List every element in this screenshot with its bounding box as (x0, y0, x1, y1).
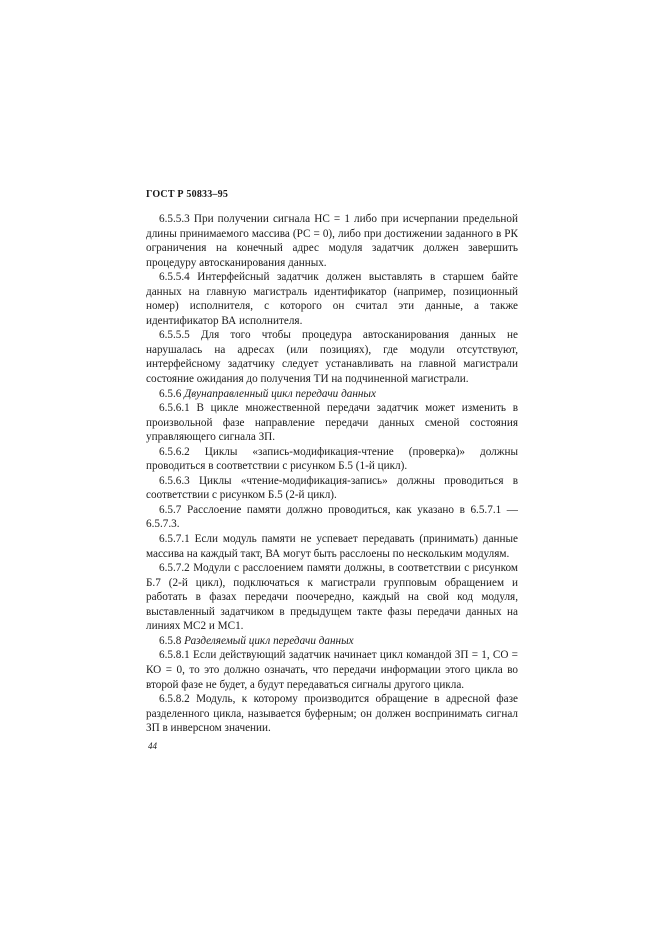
paragraph-6-5-7-2: 6.5.7.2 Модули с расслоением памяти должны, в соответствии с рисунком Б.7 (2-й цикл), подключаться к магистрали групповым обращением и работать в фазах передачи поочередно, каждый на свой код модуля, выставленный задатчиком в предыдущем такте фазы передачи данных на линиях МС2 и МС1. (146, 562, 518, 633)
section-number: 6.5.6 (159, 387, 182, 400)
paragraph-6-5-6-1: 6.5.6.1 В цикле множественной передачи задатчик может изменить в произвольной фазе направление передачи данных сменой состояния управляющего сигнала ЗП. (146, 402, 518, 444)
section-heading-6-5-6 (146, 387, 518, 402)
section-heading-6-5-8 (146, 634, 518, 649)
paragraph-6-5-8-2: 6.5.8.2 Модуль, к которому производится обращение в адресной фазе разделенного цикла, называется буферным; он должен воспринимать сигнал ЗП в инверсном значении. (146, 693, 518, 735)
paragraph-6-5-6-3: 6.5.6.3 Циклы «чтение-модификация-запись» должны проводиться в соответствии с рисунком Б.5 (2-й цикл). (146, 474, 518, 502)
section-title: Двунаправленный цикл передачи данных (184, 387, 376, 400)
section-number: 6.5.8 (159, 634, 182, 647)
paragraph-6-5-8-1: 6.5.8.1 Если действующий задатчик начинает цикл командой ЗП = 1, СО = КО = 0, то это должно означать, что передачи информации этого цикла во второй фазе не будет, а будут передаваться сигналы другого цикла. (146, 649, 518, 691)
paragraph-6-5-5-4: 6.5.5.4 Интерфейсный задатчик должен выставлять в старшем байте данных на главную магистраль идентификатор (например, позиционный номер) исполнителя, с которого он считал эти данные, а также идентификатор ВА исполнителя. (146, 271, 518, 327)
page-number: 44 (148, 741, 157, 751)
paragraph-6-5-5-5: 6.5.5.5 Для того чтобы процедура автосканирования данных не нарушалась на адресах (или позициях), где модули отсутствуют, интерфейсному задатчику следует устанавливать на главной магистрали состояние ожидания до получения ТИ на подчиненной магистрали. (146, 329, 518, 386)
document-header: ГОСТ Р 50833–95 (146, 189, 229, 200)
paragraph-6-5-7-1: 6.5.7.1 Если модуль памяти не успевает передавать (принимать) данные массива на каждый такт, ВА могут быть расслоены по нескольким модулям. (146, 533, 518, 560)
paragraph-6-5-6-2: 6.5.6.2 Циклы «запись-модификация-чтение (проверка)» должны проводиться в соответствии с рисунком Б.5 (1-й цикл). (146, 445, 518, 473)
paragraph-6-5-5-3: 6.5.5.3 При получении сигнала НС = 1 либо при исчерпании предельной длины принимаемого массива (РС = 0), либо при достижении заданного в РК ограничения на конечный адрес модуля задатчик должен завершить процедуру автосканирования данных. (146, 213, 518, 269)
paragraph-6-5-7: 6.5.7 Расслоение памяти должно проводиться, как указано в 6.5.7.1 — 6.5.7.3. (146, 503, 518, 531)
document-body (146, 212, 518, 736)
section-title: Разделяемый цикл передачи данных (184, 634, 354, 647)
